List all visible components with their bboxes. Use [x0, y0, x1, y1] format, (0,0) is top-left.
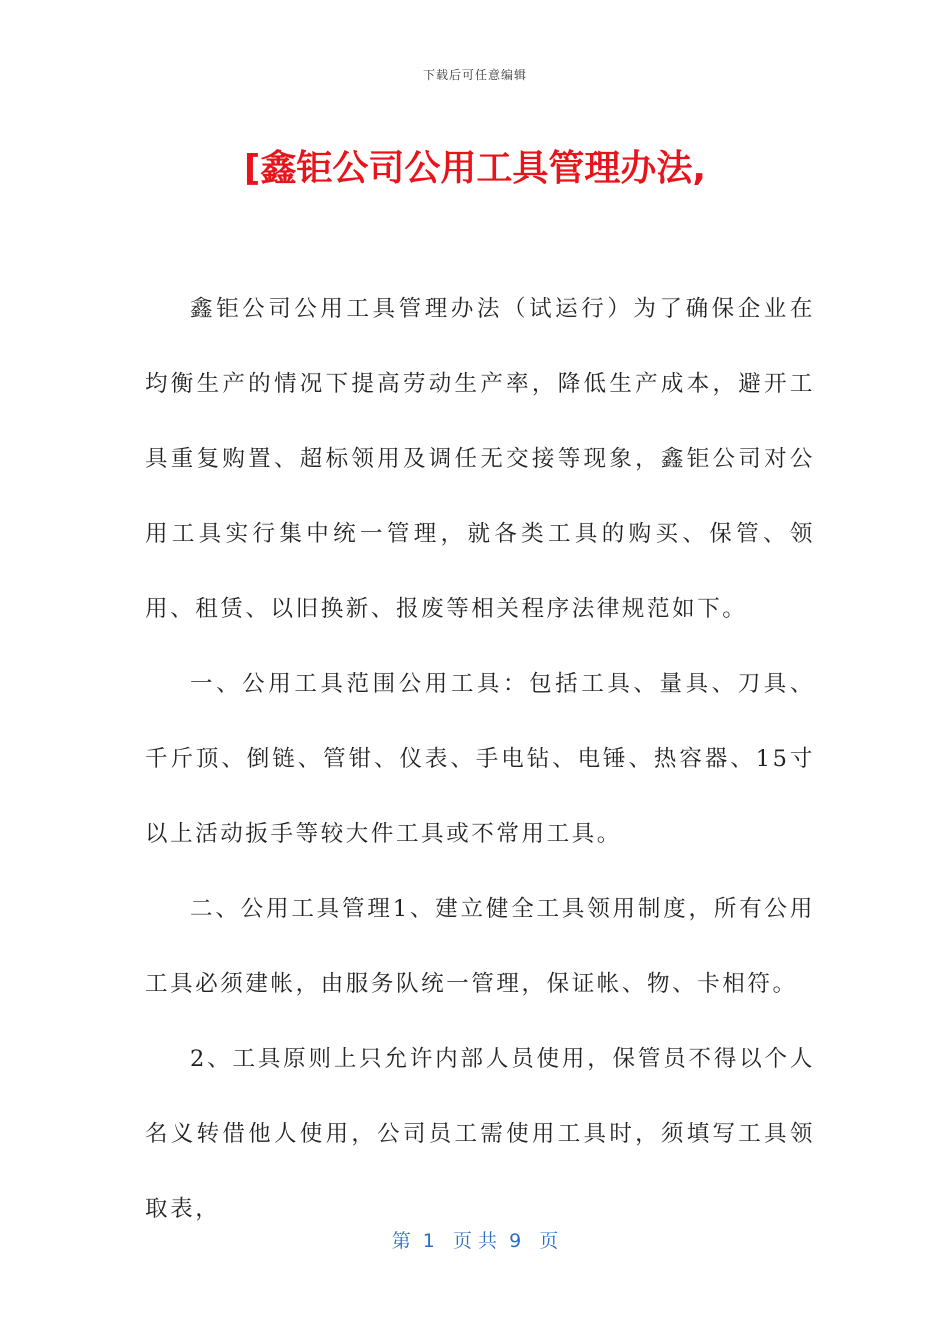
- document-body: [145, 272, 815, 1247]
- document-title: [鑫钜公司公用工具管理办法,: [243, 148, 707, 189]
- paragraph-section-2: 二、公用工具管理1、建立健全工具领用制度，所有公用工具必须建帐，由服务队统一管理，保证帐、物、卡相符。: [145, 896, 815, 997]
- paragraph-intro: 鑫钜公司公用工具管理办法（试运行）为了确保企业在均衡生产的情况下提高劳动生产率，降低生产成本，避开工具重复购置、超标领用及调任无交接等现象，鑫钜公司对公用工具实行集中统一管理，就各类工具的购买、保管、领用、租赁、以旧换新、报废等相关程序法律规范如下。: [145, 296, 815, 622]
- paragraph-section-1: 一、公用工具范围公用工具：包括工具、量具、刀具、千斤顶、倒链、管钳、仪表、手电钻、电锤、热容器、15寸以上活动扳手等较大件工具或不常用工具。: [145, 671, 815, 847]
- header-note: 下载后可任意编辑: [422, 68, 527, 82]
- page-footer: 第 1 页 共 9 页: [391, 1230, 559, 1252]
- paragraph-section-2-item-2: 2、工具原则上只允许内部人员使用，保管员不得以个人名义转借他人使用，公司员工需使用工具时，须填写工具领取表，: [145, 1046, 815, 1222]
